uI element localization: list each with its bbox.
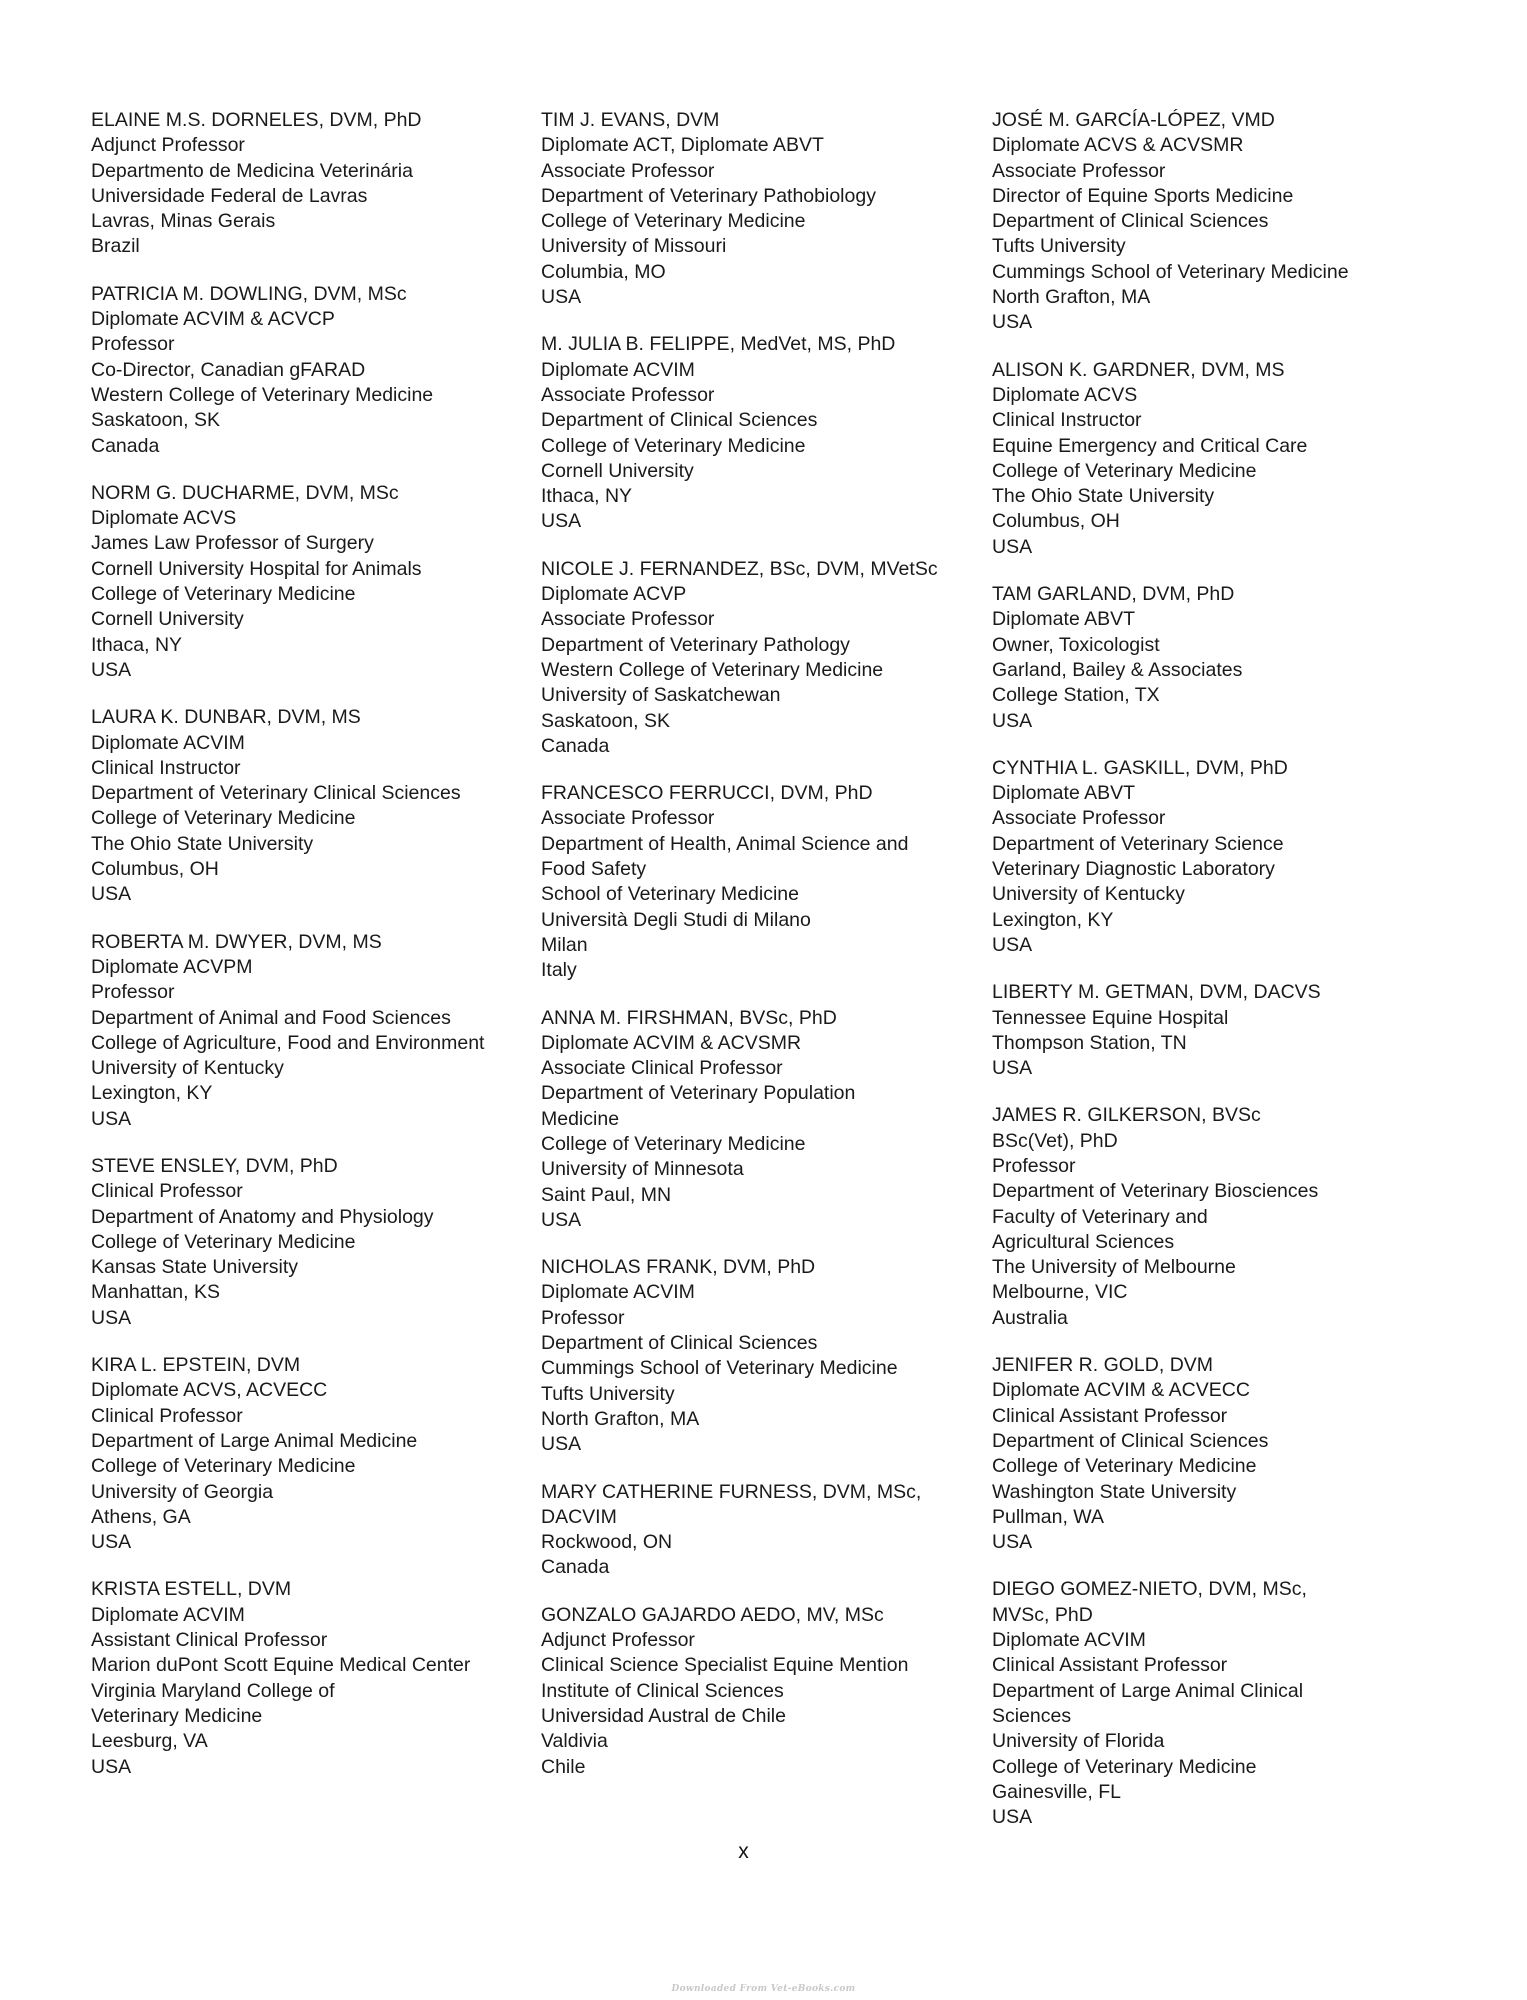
contributor-entry bbox=[91, 1353, 531, 1555]
contributor-affiliation-line: Western College of Veterinary Medicine bbox=[91, 383, 434, 406]
contributor-affiliation-line: Clinical Instructor bbox=[992, 409, 1142, 432]
contributor-affiliation-line: Department of Veterinary Population bbox=[541, 1082, 856, 1105]
contributor-affiliation-line: Ithaca, NY bbox=[541, 485, 633, 508]
contributor-affiliation-line: Diplomate ACVIM & ACVECC bbox=[992, 1379, 1250, 1402]
contributor-affiliation-line: Assistant Clinical Professor bbox=[91, 1629, 328, 1652]
contributor-affiliation-line: Saint Paul, MN bbox=[541, 1183, 672, 1206]
contributor-affiliation-line: Columbia, MO bbox=[541, 260, 666, 283]
contributor-affiliation-line: Pullman, WA bbox=[992, 1505, 1104, 1528]
contributor-entry bbox=[541, 1255, 981, 1457]
contributor-entry bbox=[541, 557, 981, 759]
contributor-affiliation-line: University of Florida bbox=[992, 1730, 1165, 1753]
contributor-affiliation-line: Department of Clinical Sciences bbox=[541, 1332, 818, 1355]
contributor-entry bbox=[91, 930, 531, 1132]
contributor-affiliation-line: Adjunct Professor bbox=[541, 1629, 695, 1652]
contributor-affiliation-line: Diplomate ACVIM & ACVCP bbox=[91, 308, 335, 331]
contributor-entry bbox=[992, 756, 1412, 958]
contributor-name: ANNA M. FIRSHMAN, BVSc, PhD bbox=[541, 1006, 837, 1029]
contributor-affiliation-line: Diplomate ABVT bbox=[992, 608, 1136, 631]
contributor-affiliation-line: MVSc, PhD bbox=[992, 1603, 1093, 1626]
contributor-affiliation-line: Diplomate ACVIM bbox=[541, 358, 695, 381]
contributor-affiliation-line: University of Kentucky bbox=[992, 883, 1185, 906]
contributor-affiliation-line: Associate Professor bbox=[992, 807, 1166, 830]
contributor-affiliation-line: Department of Veterinary Clinical Sciences bbox=[91, 782, 461, 805]
contributor-affiliation-line: Department of Large Animal Medicine bbox=[91, 1429, 418, 1452]
contributor-affiliation-line: Diplomate ACVS & ACVSMR bbox=[992, 134, 1244, 157]
contributor-name: JENIFER R. GOLD, DVM bbox=[992, 1354, 1214, 1377]
contributors-column-2 bbox=[541, 108, 981, 1802]
contributor-affiliation-line: Marion duPont Scott Equine Medical Center bbox=[91, 1654, 471, 1677]
contributor-affiliation-line: Melbourne, VIC bbox=[992, 1281, 1128, 1304]
contributor-affiliation-line: Diplomate ACVIM bbox=[541, 1281, 695, 1304]
contributor-affiliation-line: College Station, TX bbox=[992, 684, 1160, 707]
contributor-affiliation-line: Lavras, Minas Gerais bbox=[91, 210, 276, 233]
contributor-affiliation-line: Canada bbox=[91, 434, 160, 457]
contributors-column-3 bbox=[992, 108, 1412, 1852]
contributor-affiliation-line: Tufts University bbox=[541, 1382, 675, 1405]
contributor-affiliation-line: Thompson Station, TN bbox=[992, 1031, 1187, 1054]
contributor-affiliation-line: Associate Professor bbox=[541, 608, 715, 631]
contributor-name: JOSÉ M. GARCÍA-LÓPEZ, VMD bbox=[992, 109, 1275, 131]
contributor-affiliation-line: BSc(Vet), PhD bbox=[992, 1129, 1118, 1152]
contributor-affiliation-line: Università Degli Studi di Milano bbox=[541, 908, 811, 931]
contributor-entry bbox=[541, 1603, 981, 1780]
contributor-name: NICHOLAS FRANK, DVM, PhD bbox=[541, 1256, 816, 1279]
contributor-affiliation-line: DACVIM bbox=[541, 1505, 617, 1528]
contributor-entry bbox=[91, 108, 531, 260]
contributor-affiliation-line: College of Agriculture, Food and Environment bbox=[91, 1031, 485, 1054]
contributor-affiliation-line: Agricultural Sciences bbox=[992, 1230, 1175, 1253]
contributor-affiliation-line: USA bbox=[992, 311, 1033, 334]
contributor-entry bbox=[992, 1103, 1412, 1331]
contributor-affiliation-line: University of Missouri bbox=[541, 235, 727, 258]
contributor-affiliation-line: North Grafton, MA bbox=[992, 286, 1151, 309]
contributor-name: ELAINE M.S. DORNELES, DVM, PhD bbox=[91, 109, 422, 131]
contributor-affiliation-line: Diplomate ACVS bbox=[91, 507, 237, 530]
contributor-entry bbox=[91, 1154, 531, 1331]
contributor-affiliation-line: USA bbox=[91, 1306, 132, 1329]
contributor-affiliation-line: Diplomate ACVIM bbox=[91, 1603, 245, 1626]
contributor-affiliation-line: Diplomate ACVS, ACVECC bbox=[91, 1379, 328, 1402]
contributor-affiliation-line: Associate Professor bbox=[541, 159, 715, 182]
contributor-affiliation-line: University of Saskatchewan bbox=[541, 684, 781, 707]
contributor-entry bbox=[992, 1353, 1412, 1555]
contributor-affiliation-line: Department of Health, Animal Science and bbox=[541, 832, 909, 855]
contributor-affiliation-line: Clinical Professor bbox=[91, 1180, 243, 1203]
contributor-affiliation-line: Clinical Professor bbox=[91, 1404, 243, 1427]
contributor-affiliation-line: University of Kentucky bbox=[91, 1057, 284, 1080]
contributor-affiliation-line: Diplomate ACVPM bbox=[91, 955, 253, 978]
contributor-affiliation-line: Leesburg, VA bbox=[91, 1730, 208, 1753]
contributor-affiliation-line: Adjunct Professor bbox=[91, 134, 245, 157]
contributor-entry bbox=[541, 332, 981, 534]
contributor-affiliation-line: USA bbox=[541, 1433, 582, 1456]
contributor-affiliation-line: Associate Professor bbox=[992, 159, 1166, 182]
contributor-affiliation-line: Diplomate ACVP bbox=[541, 583, 687, 606]
contributor-affiliation-line: Rockwood, ON bbox=[541, 1531, 673, 1554]
contributor-affiliation-line: Department of Veterinary Science bbox=[992, 832, 1284, 855]
contributor-affiliation-line: Canada bbox=[541, 734, 610, 757]
contributor-affiliation-line: The University of Melbourne bbox=[992, 1256, 1236, 1279]
contributor-affiliation-line: USA bbox=[91, 1531, 132, 1554]
contributor-affiliation-line: Diplomate ACT, Diplomate ABVT bbox=[541, 134, 824, 157]
contributor-affiliation-line: North Grafton, MA bbox=[541, 1407, 700, 1430]
contributor-entry bbox=[992, 1577, 1412, 1830]
contributor-entry bbox=[541, 108, 981, 310]
contributor-affiliation-line: Chile bbox=[541, 1755, 586, 1778]
contributor-affiliation-line: Cornell University Hospital for Animals bbox=[91, 557, 422, 580]
contributor-affiliation-line: College of Veterinary Medicine bbox=[91, 1455, 356, 1478]
contributor-affiliation-line: Diplomate ABVT bbox=[992, 782, 1136, 805]
contributor-affiliation-line: Cummings School of Veterinary Medicine bbox=[541, 1357, 898, 1380]
contributor-name: LAURA K. DUNBAR, DVM, MS bbox=[91, 706, 361, 729]
contributor-affiliation-line: Food Safety bbox=[541, 858, 647, 881]
contributor-name: LIBERTY M. GETMAN, DVM, DACVS bbox=[992, 981, 1321, 1004]
contributor-affiliation-line: College of Veterinary Medicine bbox=[541, 1132, 806, 1155]
contributor-affiliation-line: USA bbox=[91, 883, 132, 906]
contributor-affiliation-line: College of Veterinary Medicine bbox=[992, 459, 1257, 482]
contributor-affiliation-line: Cummings School of Veterinary Medicine bbox=[992, 260, 1349, 283]
contributor-affiliation-line: Veterinary Diagnostic Laboratory bbox=[992, 858, 1275, 881]
contributor-affiliation-line: USA bbox=[992, 535, 1033, 558]
contributor-affiliation-line: Institute of Clinical Sciences bbox=[541, 1679, 784, 1702]
contributor-affiliation-line: Director of Equine Sports Medicine bbox=[992, 184, 1294, 207]
contributor-affiliation-line: USA bbox=[91, 658, 132, 681]
contributor-name: ALISON K. GARDNER, DVM, MS bbox=[992, 358, 1285, 381]
contributor-affiliation-line: College of Veterinary Medicine bbox=[992, 1755, 1257, 1778]
contributor-affiliation-line: University of Georgia bbox=[91, 1480, 274, 1503]
contributor-affiliation-line: Kansas State University bbox=[91, 1256, 299, 1279]
contributor-affiliation-line: College of Veterinary Medicine bbox=[91, 1230, 356, 1253]
contributor-entry bbox=[992, 108, 1412, 336]
contributor-affiliation-line: Department of Clinical Sciences bbox=[992, 1429, 1269, 1452]
contributor-affiliation-line: Medicine bbox=[541, 1107, 620, 1130]
contributor-affiliation-line: Ithaca, NY bbox=[91, 633, 183, 656]
contributor-affiliation-line: Clinical Science Specialist Equine Mention bbox=[541, 1654, 909, 1677]
contributor-affiliation-line: USA bbox=[541, 1208, 582, 1231]
contributor-affiliation-line: Associate Clinical Professor bbox=[541, 1057, 783, 1080]
contributor-affiliation-line: Faculty of Veterinary and bbox=[992, 1205, 1208, 1228]
contributor-affiliation-line: Australia bbox=[992, 1306, 1068, 1329]
contributor-affiliation-line: Diplomate ACVIM & ACVSMR bbox=[541, 1031, 802, 1054]
contributor-affiliation-line: The Ohio State University bbox=[91, 832, 314, 855]
contributor-affiliation-line: Columbus, OH bbox=[992, 510, 1120, 533]
contributor-affiliation-line: Columbus, OH bbox=[91, 858, 219, 881]
contributor-affiliation-line: Tufts University bbox=[992, 235, 1126, 258]
contributor-entry bbox=[541, 1480, 981, 1581]
contributor-name: TIM J. EVANS, DVM bbox=[541, 109, 720, 131]
contributor-affiliation-line: Saskatoon, SK bbox=[91, 409, 220, 432]
contributor-affiliation-line: USA bbox=[992, 1531, 1033, 1554]
contributor-name: KIRA L. EPSTEIN, DVM bbox=[91, 1354, 301, 1377]
contributor-affiliation-line: Virginia Maryland College of bbox=[91, 1679, 335, 1702]
contributor-affiliation-line: Department of Veterinary Biosciences bbox=[992, 1180, 1319, 1203]
contributor-affiliation-line: Professor bbox=[992, 1154, 1076, 1177]
contributor-affiliation-line: USA bbox=[541, 286, 582, 309]
contributor-affiliation-line: Lexington, KY bbox=[91, 1082, 213, 1105]
contributor-affiliation-line: Department of Clinical Sciences bbox=[992, 210, 1269, 233]
contributor-entry bbox=[91, 282, 531, 459]
contributor-name: ROBERTA M. DWYER, DVM, MS bbox=[91, 930, 382, 953]
contributor-affiliation-line: USA bbox=[992, 1057, 1033, 1080]
contributor-affiliation-line: Departmento de Medicina Veterinária bbox=[91, 159, 413, 182]
contributor-name: CYNTHIA L. GASKILL, DVM, PhD bbox=[992, 756, 1288, 779]
contributor-affiliation-line: Department of Animal and Food Sciences bbox=[91, 1006, 451, 1029]
contributor-affiliation-line: School of Veterinary Medicine bbox=[541, 883, 799, 906]
contributor-affiliation-line: James Law Professor of Surgery bbox=[91, 532, 374, 555]
contributor-affiliation-line: Garland, Bailey & Associates bbox=[992, 658, 1243, 681]
contributor-name: FRANCESCO FERRUCCI, DVM, PhD bbox=[541, 782, 873, 805]
footer-watermark: Downloaded From Vet-eBooks.com bbox=[671, 1984, 856, 1994]
contributor-affiliation-line: Department of Clinical Sciences bbox=[541, 409, 818, 432]
contributor-name: NICOLE J. FERNANDEZ, BSc, DVM, MVetSc bbox=[541, 557, 938, 580]
contributor-name: M. JULIA B. FELIPPE, MedVet, MS, PhD bbox=[541, 333, 896, 356]
contributor-affiliation-line: USA bbox=[992, 1806, 1033, 1829]
contributor-entry bbox=[91, 705, 531, 907]
contributor-entry bbox=[541, 1006, 981, 1234]
contributor-affiliation-line: College of Veterinary Medicine bbox=[541, 210, 806, 233]
contributor-affiliation-line: Sciences bbox=[992, 1704, 1072, 1727]
contributor-affiliation-line: College of Veterinary Medicine bbox=[91, 583, 356, 606]
contributor-name: DIEGO GOMEZ-NIETO, DVM, MSc, bbox=[992, 1578, 1307, 1601]
contributor-affiliation-line: Clinical Assistant Professor bbox=[992, 1404, 1228, 1427]
contributor-entry bbox=[992, 980, 1412, 1081]
contributor-entry bbox=[91, 481, 531, 683]
contributor-name: NORM G. DUCHARME, DVM, MSc bbox=[91, 481, 399, 504]
contributor-affiliation-line: Diplomate ACVIM bbox=[91, 731, 245, 754]
contributor-entry bbox=[91, 1577, 531, 1779]
contributor-name: TAM GARLAND, DVM, PhD bbox=[992, 583, 1235, 606]
contributor-name: JAMES R. GILKERSON, BVSc bbox=[992, 1104, 1261, 1127]
contributor-affiliation-line: Canada bbox=[541, 1556, 610, 1579]
contributor-name: MARY CATHERINE FURNESS, DVM, MSc, bbox=[541, 1480, 922, 1503]
contributor-affiliation-line: Tennessee Equine Hospital bbox=[992, 1006, 1229, 1029]
contributor-affiliation-line: USA bbox=[91, 1107, 132, 1130]
contributor-affiliation-line: Clinical Instructor bbox=[91, 756, 241, 779]
contributor-affiliation-line: Cornell University bbox=[91, 608, 244, 631]
contributor-affiliation-line: Diplomate ACVS bbox=[992, 383, 1138, 406]
contributor-affiliation-line: Washington State University bbox=[992, 1480, 1237, 1503]
contributor-affiliation-line: College of Veterinary Medicine bbox=[541, 434, 806, 457]
contributor-name: GONZALO GAJARDO AEDO, MV, MSc bbox=[541, 1603, 884, 1626]
contributor-name: KRISTA ESTELL, DVM bbox=[91, 1578, 292, 1601]
contributor-affiliation-line: Diplomate ACVIM bbox=[992, 1629, 1146, 1652]
contributor-affiliation-line: Owner, Toxicologist bbox=[992, 633, 1160, 656]
contributor-affiliation-line: Western College of Veterinary Medicine bbox=[541, 658, 884, 681]
page-number: x bbox=[738, 1840, 749, 1863]
contributor-affiliation-line: Milan bbox=[541, 933, 588, 956]
contributor-name: PATRICIA M. DOWLING, DVM, MSc bbox=[91, 282, 407, 305]
contributor-affiliation-line: Manhattan, KS bbox=[91, 1281, 220, 1304]
contributor-affiliation-line: Professor bbox=[91, 333, 175, 356]
contributors-column-1 bbox=[91, 108, 531, 1802]
contributor-name: STEVE ENSLEY, DVM, PhD bbox=[91, 1154, 338, 1177]
contributor-affiliation-line: Clinical Assistant Professor bbox=[992, 1654, 1228, 1677]
contributor-affiliation-line: Department of Anatomy and Physiology bbox=[91, 1205, 434, 1228]
contributor-affiliation-line: College of Veterinary Medicine bbox=[91, 807, 356, 830]
contributor-affiliation-line: Co-Director, Canadian gFARAD bbox=[91, 358, 366, 381]
contributor-affiliation-line: USA bbox=[992, 709, 1033, 732]
contributor-affiliation-line: Veterinary Medicine bbox=[91, 1704, 263, 1727]
contributor-entry bbox=[541, 781, 981, 983]
contributor-affiliation-line: Professor bbox=[541, 1306, 625, 1329]
contributor-affiliation-line: Department of Large Animal Clinical bbox=[992, 1679, 1304, 1702]
contributor-affiliation-line: Department of Veterinary Pathobiology bbox=[541, 184, 876, 207]
contributor-affiliation-line: College of Veterinary Medicine bbox=[992, 1455, 1257, 1478]
contributor-affiliation-line: Department of Veterinary Pathology bbox=[541, 633, 850, 656]
contributor-affiliation-line: USA bbox=[541, 510, 582, 533]
contributor-entry bbox=[992, 582, 1412, 734]
contributor-affiliation-line: Lexington, KY bbox=[992, 908, 1114, 931]
contributor-affiliation-line: The Ohio State University bbox=[992, 485, 1215, 508]
contributor-affiliation-line: USA bbox=[992, 933, 1033, 956]
contributor-affiliation-line: USA bbox=[91, 1755, 132, 1778]
contributor-affiliation-line: Universidad Austral de Chile bbox=[541, 1704, 786, 1727]
contributor-entry bbox=[992, 358, 1412, 560]
contributor-affiliation-line: University of Minnesota bbox=[541, 1158, 744, 1181]
contributor-affiliation-line: Universidade Federal de Lavras bbox=[91, 184, 368, 207]
contributor-affiliation-line: Associate Professor bbox=[541, 807, 715, 830]
contributor-affiliation-line: Gainesville, FL bbox=[992, 1780, 1121, 1803]
contributor-affiliation-line: Equine Emergency and Critical Care bbox=[992, 434, 1308, 457]
contributor-affiliation-line: Athens, GA bbox=[91, 1505, 191, 1528]
contributor-affiliation-line: Associate Professor bbox=[541, 383, 715, 406]
contributor-affiliation-line: Saskatoon, SK bbox=[541, 709, 670, 732]
contributor-affiliation-line: Brazil bbox=[91, 235, 140, 258]
contributor-affiliation-line: Italy bbox=[541, 959, 577, 982]
contributor-affiliation-line: Professor bbox=[91, 981, 175, 1004]
contributor-affiliation-line: Valdivia bbox=[541, 1730, 608, 1753]
contributor-affiliation-line: Cornell University bbox=[541, 459, 694, 482]
